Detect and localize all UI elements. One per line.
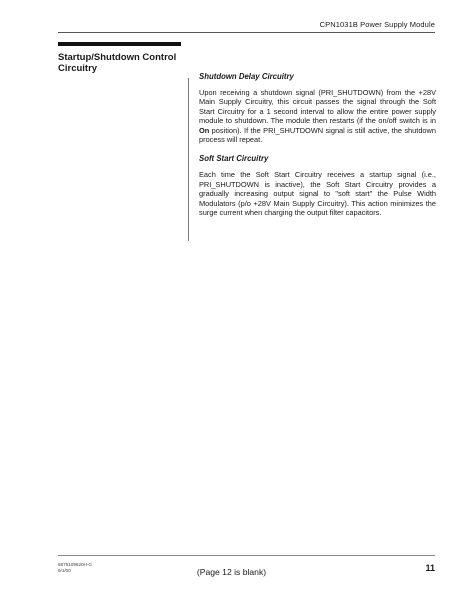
footer-doc-number: 6875109620H-G [58,562,92,567]
body-column [199,72,436,227]
running-header: CPN1031B Power Supply Module [319,20,435,29]
footer-rule [58,555,435,556]
column-divider [188,78,189,241]
on-emphasis: On [199,125,210,135]
blank-page-note: (Page 12 is blank) [196,567,267,577]
shutdown-delay-paragraph [199,88,436,144]
section-bar [58,42,181,46]
footer-date: 9/1/00 [58,567,71,573]
soft-start-paragraph: Each time the Soft Start Circuitry receives a startup signal (i.e., PRI_SHUTDOWN is inactive), the Soft Start Circuitry provides a gradually increasing output signal to "soft start" the Pulse Width Modulators (p/o +28V Main Supply Circuitry). This action minimizes the surge current when charging the output filter capacitors. [199,170,436,218]
shutdown-text-part-1: Upon receiving a shutdown signal (PRI_SHUTDOWN) from the +28V Main Supply Circuitry, this circuit passes the signal through the Soft Start Circuitry for a 1 second interval to allow the entire power supply module to shutdown. The module then restarts (if the on/off switch is in [199,88,436,126]
page-number: 11 [425,563,435,573]
shutdown-delay-heading: Shutdown Delay Circuitry [199,72,294,81]
header-rule [58,32,435,33]
soft-start-heading: Soft Start Circuitry [199,154,269,164]
section-heading: Startup/Shutdown Control Circuitry [58,52,177,74]
shutdown-text-part-2: position). If the PRI_SHUTDOWN signal is still active, the shutdown process will repeat. [199,125,436,145]
